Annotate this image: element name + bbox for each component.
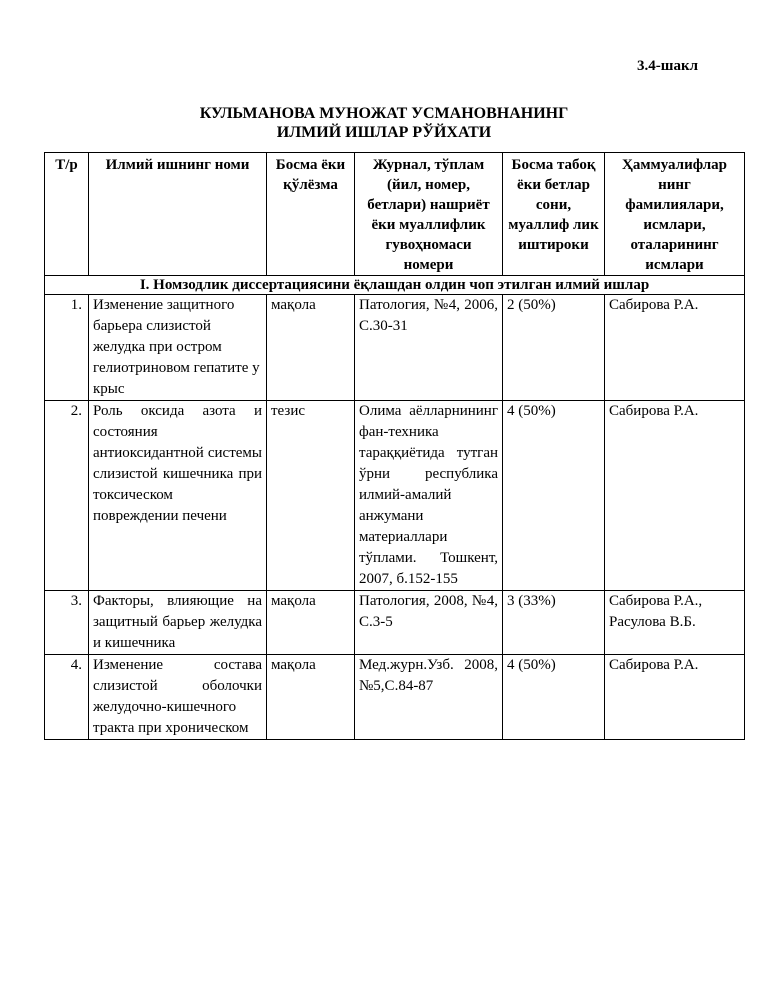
title-line-2: ИЛМИЙ ИШЛАР РЎЙХАТИ (276, 124, 492, 141)
row-num: 3. (45, 591, 89, 655)
row-coauthors: Сабирова Р.А. (605, 295, 745, 401)
row-journal: Патология, 2008, №4, С.3-5 (355, 591, 503, 655)
row-journal: Олима аёлларнининг фан-техника тараққиётида тутган ўрни республика илмий-амалий анжумани материаллари тўплами. Тошкент, 2007, б.152-155 (355, 401, 503, 591)
header-coauthors: Ҳаммуалифлар нинг фамилиялари, исмлари, оталарининг исмлари (605, 153, 745, 276)
row-name: Изменение защитного барьера слизистой желудка при остром гелиотриновом гепатите у крыс (89, 295, 267, 401)
table-header-row (45, 153, 745, 276)
header-name: Илмий ишнинг номи (89, 153, 267, 276)
row-coauthors: Сабирова Р.А. (605, 401, 745, 591)
row-pages: 4 (50%) (503, 401, 605, 591)
table-row (45, 295, 745, 401)
title-line-1: КУЛЬМАНОВА МУНОЖАТ УСМАНОВНАНИНГ (199, 105, 569, 122)
row-pages: 3 (33%) (503, 591, 605, 655)
row-num: 4. (45, 655, 89, 740)
header-type: Босма ёки қўлёзма (267, 153, 355, 276)
header-journal: Журнал, тўплам (йил, номер, бетлари) нашриёт ёки муаллифлик гувоҳномаси номери (355, 153, 503, 276)
document-title (0, 104, 768, 142)
section-title: I. Номзодлик диссертациясини ёқлашдан олдин чоп этилган илмий ишлар (45, 276, 745, 295)
publications-table (44, 152, 745, 740)
row-journal: Мед.журн.Узб. 2008, №5,С.84-87 (355, 655, 503, 740)
row-journal: Патология, №4, 2006, С.30-31 (355, 295, 503, 401)
row-name: Изменение состава слизистой оболочки желудочно-кишечного тракта при хроническом (89, 655, 267, 740)
header-num: Т/р (45, 153, 89, 276)
table-row (45, 401, 745, 591)
row-type: мақола (267, 295, 355, 401)
row-type: тезис (267, 401, 355, 591)
table-row (45, 655, 745, 740)
row-pages: 2 (50%) (503, 295, 605, 401)
row-name: Роль оксида азота и состояния антиоксидантной системы слизистой кишечника при токсическом повреждении печени (89, 401, 267, 591)
section-row (45, 276, 745, 295)
row-type: мақола (267, 655, 355, 740)
row-num: 1. (45, 295, 89, 401)
row-type: мақола (267, 591, 355, 655)
row-name: Факторы, влияющие на защитный барьер желудка и кишечника (89, 591, 267, 655)
row-pages: 4 (50%) (503, 655, 605, 740)
table-row (45, 591, 745, 655)
row-coauthors: Сабирова Р.А. (605, 655, 745, 740)
row-coauthors: Сабирова Р.А., Расулова В.Б. (605, 591, 745, 655)
row-num: 2. (45, 401, 89, 591)
form-label: 3.4-шакл (637, 58, 698, 74)
header-pages: Босма табоқ ёки бетлар сони, муаллиф лик иштироки (503, 153, 605, 276)
